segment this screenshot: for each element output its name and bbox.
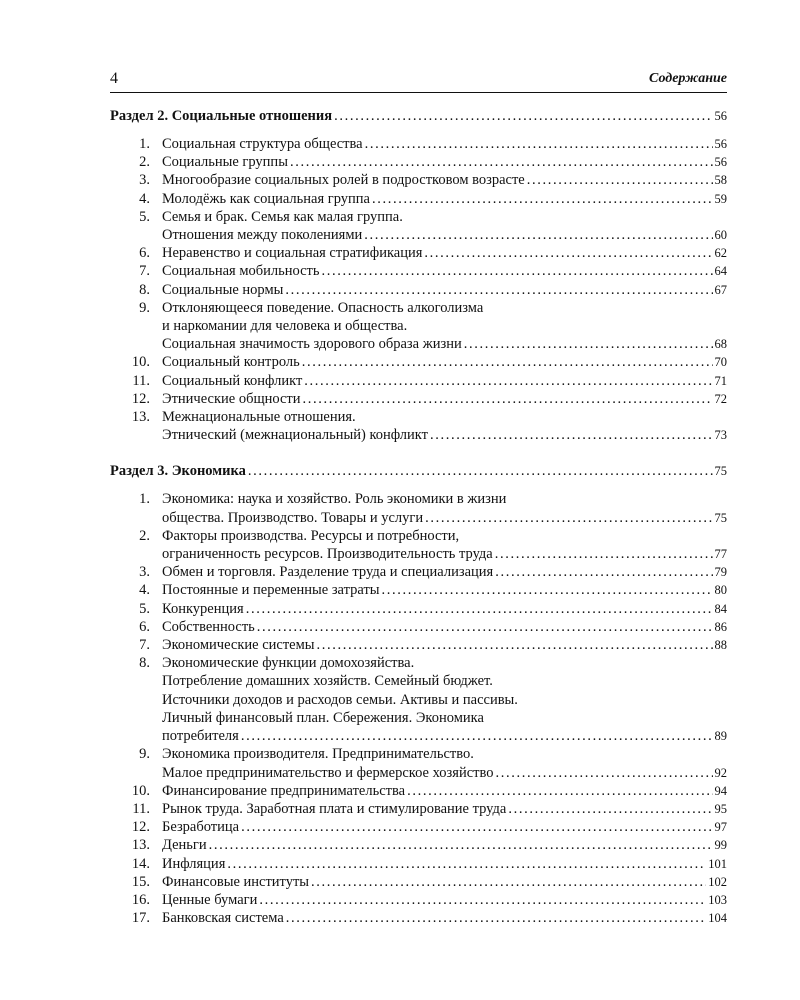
entry-number: 4.: [139, 190, 150, 207]
entry-page-number: 58: [714, 173, 727, 188]
toc-entry[interactable]: [110, 153, 727, 171]
entry-title-lastline: [162, 426, 727, 444]
entry-number: 16.: [131, 891, 150, 908]
entry-body: [162, 909, 727, 927]
entry-page-number: 99: [714, 838, 727, 853]
dot-leader: [495, 764, 712, 782]
entry-page-number: 89: [714, 729, 727, 744]
dot-leader: [464, 335, 713, 353]
entry-number: 6.: [139, 618, 150, 635]
entry-body: [162, 281, 727, 299]
entry-page-number: 95: [714, 801, 727, 816]
entry-page-number: 71: [714, 373, 727, 388]
running-title: Содержание: [649, 71, 727, 86]
toc-entry[interactable]: [110, 408, 727, 444]
entry-title-lastline: [162, 618, 727, 636]
entry-title-lastline: [162, 190, 727, 208]
dot-leader: [364, 226, 712, 244]
dot-leader: [241, 818, 712, 836]
dot-leader: [382, 581, 713, 599]
toc-entry[interactable]: [110, 563, 727, 581]
dot-leader: [259, 891, 706, 909]
entry-number: 8.: [139, 655, 150, 672]
entry-page-number: 84: [714, 601, 727, 616]
entry-body: [162, 636, 727, 654]
dot-leader: [425, 509, 712, 527]
dot-leader: [322, 262, 713, 280]
entry-title-line: Социальная структура общества: [162, 136, 363, 152]
entry-number: 3.: [139, 564, 150, 581]
entry-body: [162, 408, 727, 444]
entry-title-line: Этнический (межнациональный) конфликт: [162, 427, 428, 444]
section-heading[interactable]: [110, 107, 727, 126]
entry-page-number: 94: [714, 783, 727, 798]
entry-number: 5.: [139, 208, 150, 225]
entry-number: 4.: [139, 582, 150, 599]
entry-page-number: 104: [708, 911, 727, 926]
entry-body: [162, 208, 727, 244]
dot-leader: [311, 873, 706, 891]
page-number: 4: [110, 70, 118, 87]
toc-entry[interactable]: [110, 190, 727, 208]
entry-body: [162, 873, 727, 891]
toc-section: [110, 107, 727, 444]
toc-entry[interactable]: [110, 800, 727, 818]
entry-title-line: Потребление домашних хозяйств. Семейный бюджет.: [162, 673, 493, 690]
entry-page-number: 92: [714, 765, 727, 780]
entry-title-line: Молодёжь как социальная группа: [162, 190, 370, 207]
dot-leader: [495, 545, 713, 563]
entry-title-lastline: [162, 727, 727, 745]
section-heading[interactable]: [110, 462, 727, 481]
entry-title-line: общества. Производство. Товары и услуги: [162, 509, 424, 526]
entry-body: [162, 527, 727, 563]
entry-title-line: Экономические функции домохозяйства.: [162, 655, 415, 672]
entry-page-number: 75: [714, 510, 727, 525]
toc-entry[interactable]: [110, 855, 727, 873]
entry-title-lastline: [162, 818, 727, 836]
entry-number: 10.: [131, 782, 150, 799]
entry-title-lastline: [162, 563, 727, 581]
entry-page-number: 73: [714, 428, 727, 443]
entry-body: [162, 244, 727, 262]
toc-entry[interactable]: [110, 490, 727, 526]
entry-title-lastline: [162, 509, 727, 527]
section-title: Раздел 2. Социальные отношения: [110, 108, 333, 124]
dot-leader: [430, 426, 713, 444]
entry-title-line: Финансовые институты: [162, 873, 310, 890]
entry-page-number: 97: [714, 820, 727, 835]
entry-title-line: Источники доходов и расходов семьи. Активы и пассивы.: [162, 691, 518, 708]
toc-entry[interactable]: [110, 654, 727, 745]
entry-page-number: 77: [714, 547, 727, 562]
section-page-number: 75: [714, 464, 727, 479]
entry-title-line: Деньги: [162, 837, 207, 854]
toc-entry[interactable]: [110, 836, 727, 854]
entry-number: 7.: [139, 637, 150, 654]
entry-title-lastline: [162, 581, 727, 599]
entry-number: 14.: [131, 855, 150, 872]
entry-body: [162, 153, 727, 171]
dot-leader: [495, 563, 712, 581]
entry-number: 17.: [131, 910, 150, 927]
entry-body: [162, 800, 727, 818]
entry-number: 8.: [139, 281, 150, 298]
dot-leader: [248, 462, 713, 481]
entry-body: [162, 353, 727, 371]
entry-title-lastline: [162, 873, 727, 891]
entry-page-number: 62: [714, 246, 727, 261]
toc-entry[interactable]: [110, 244, 727, 262]
toc-entry[interactable]: [110, 208, 727, 244]
toc-entry[interactable]: [110, 262, 727, 280]
entry-page-number: 59: [714, 191, 727, 206]
entry-title-line: Отклоняющееся поведение. Опасность алкоголизма: [162, 299, 484, 316]
entry-page-number: 80: [714, 583, 727, 598]
entry-title-line: Ценные бумаги: [162, 891, 258, 908]
section-page-number: 56: [714, 109, 727, 123]
toc-entry[interactable]: [110, 581, 727, 599]
toc-entry[interactable]: [110, 891, 727, 909]
running-header: [110, 70, 727, 93]
toc-entry[interactable]: [110, 281, 727, 299]
entry-title-lastline: [162, 153, 727, 171]
toc-entry[interactable]: [110, 171, 727, 189]
entry-title-line: Обмен и торговля. Разделение труда и специализация: [162, 564, 494, 581]
dot-leader: [334, 107, 712, 126]
dot-leader: [302, 353, 713, 371]
entry-page-number: 70: [714, 355, 727, 370]
entry-title-lastline: [162, 600, 727, 618]
section-items: [110, 490, 727, 927]
entry-number: 12.: [131, 819, 150, 836]
entry-title-line: Социальные группы: [162, 154, 288, 171]
toc-entry[interactable]: [110, 299, 727, 354]
entry-title-line: Социальные нормы: [162, 281, 284, 298]
entry-title-line: Постоянные и переменные затраты: [162, 582, 380, 599]
table-of-contents: [110, 107, 727, 927]
entry-title-line: потребителя: [162, 728, 239, 745]
dot-leader: [508, 800, 712, 818]
entry-number: 1.: [139, 136, 150, 152]
dot-leader: [286, 909, 707, 927]
entry-body: [162, 490, 727, 526]
dot-leader: [407, 782, 712, 800]
entry-title-line: ограниченность ресурсов. Производительность труда: [162, 546, 493, 563]
dot-leader: [209, 836, 713, 854]
toc-entry[interactable]: [110, 135, 727, 153]
entry-number: 2.: [139, 527, 150, 544]
entry-number: 9.: [139, 299, 150, 316]
toc-entry[interactable]: [110, 372, 727, 390]
entry-page-number: 103: [708, 892, 727, 907]
entry-number: 7.: [139, 263, 150, 280]
entry-number: 6.: [139, 245, 150, 262]
dot-leader: [424, 244, 712, 262]
entry-page-number: 101: [708, 856, 727, 871]
entry-page-number: 68: [714, 337, 727, 352]
entry-body: [162, 299, 727, 354]
entry-title-lastline: [162, 764, 727, 782]
dot-leader: [241, 727, 713, 745]
toc-entry[interactable]: [110, 818, 727, 836]
entry-title-line: Малое предпринимательство и фермерское хозяйство: [162, 764, 494, 781]
entry-number: 1.: [139, 491, 150, 508]
entry-title-lastline: [162, 782, 727, 800]
toc-entry[interactable]: [110, 745, 727, 781]
dot-leader: [365, 135, 713, 153]
entry-title-line: Социальный контроль: [162, 354, 300, 371]
entry-title-line: Отношения между поколениями: [162, 227, 363, 244]
entry-title-lastline: [162, 335, 727, 353]
entry-body: [162, 563, 727, 581]
entry-number: 10.: [131, 354, 150, 371]
entry-number: 13.: [131, 409, 150, 426]
entry-title-line: Многообразие социальных ролей в подростковом возрасте: [162, 172, 525, 189]
entry-title-lastline: [162, 636, 727, 654]
entry-title-line: Семья и брак. Семья как малая группа.: [162, 208, 403, 225]
entry-body: [162, 600, 727, 618]
entry-title-lastline: [162, 135, 727, 153]
entry-body: [162, 782, 727, 800]
entry-title-line: Конкуренция: [162, 600, 244, 617]
toc-entry[interactable]: [110, 390, 727, 408]
entry-title-line: Собственность: [162, 618, 255, 635]
entry-number: 15.: [131, 873, 150, 890]
dot-leader: [303, 390, 713, 408]
entry-title-line: Финансирование предпринимательства: [162, 782, 406, 799]
entry-body: [162, 654, 727, 745]
entry-number: 11.: [132, 372, 150, 389]
dot-leader: [227, 855, 706, 873]
entry-page-number: 79: [714, 565, 727, 580]
entry-body: [162, 390, 727, 408]
entry-body: [162, 262, 727, 280]
entry-title-lastline: [162, 836, 727, 854]
entry-page-number: 102: [708, 874, 727, 889]
entry-title-lastline: [162, 353, 727, 371]
entry-title-line: Социальная значимость здорового образа жизни: [162, 336, 462, 353]
entry-page-number: 60: [714, 228, 727, 243]
dot-leader: [372, 190, 713, 208]
toc-entry[interactable]: [110, 600, 727, 618]
section-title: Раздел 3. Экономика: [110, 463, 246, 480]
dot-leader: [290, 153, 713, 171]
toc-entry[interactable]: [110, 527, 727, 563]
entry-number: 5.: [139, 600, 150, 617]
entry-page-number: 86: [714, 619, 727, 634]
entry-title-lastline: [162, 262, 727, 280]
entry-title-line: и наркомании для человека и общества.: [162, 318, 408, 335]
entry-title-line: Факторы производства. Ресурсы и потребности,: [162, 527, 460, 544]
entry-body: [162, 745, 727, 781]
entry-title-line: Социальный конфликт: [162, 372, 303, 389]
toc-entry[interactable]: [110, 873, 727, 891]
entry-title-lastline: [162, 855, 727, 873]
entry-body: [162, 891, 727, 909]
entry-page-number: 67: [714, 282, 727, 297]
entry-page-number: 72: [714, 391, 727, 406]
toc-section: [110, 462, 727, 927]
section-items: [110, 135, 727, 444]
entry-title-line: Безработица: [162, 819, 240, 836]
entry-title-lastline: [162, 171, 727, 189]
entry-title-lastline: [162, 800, 727, 818]
toc-entry[interactable]: [110, 909, 727, 927]
entry-number: 12.: [131, 390, 150, 407]
entry-page-number: 64: [714, 264, 727, 279]
entry-title-lastline: [162, 281, 727, 299]
entry-title-line: Социальная мобильность: [162, 263, 320, 280]
toc-entry[interactable]: [110, 782, 727, 800]
entry-title-lastline: [162, 244, 727, 262]
toc-entry[interactable]: [110, 618, 727, 636]
entry-body: [162, 618, 727, 636]
book-page: [110, 70, 727, 927]
entry-title-line: Экономика: наука и хозяйство. Роль экономики в жизни: [162, 491, 507, 508]
entry-title-line: Личный финансовый план. Сбережения. Экономика: [162, 709, 484, 726]
dot-leader: [527, 171, 713, 189]
dot-leader: [317, 636, 713, 654]
entry-body: [162, 135, 727, 153]
entry-title-lastline: [162, 226, 727, 244]
entry-title-line: Экономические системы: [162, 637, 315, 654]
dot-leader: [304, 372, 712, 390]
entry-number: 2.: [139, 154, 150, 171]
entry-title-lastline: [162, 390, 727, 408]
entry-body: [162, 836, 727, 854]
entry-title-line: Этнические общности: [162, 390, 301, 407]
entry-body: [162, 171, 727, 189]
entry-title-line: Неравенство и социальная стратификация: [162, 245, 423, 262]
entry-title-line: Банковская система: [162, 910, 284, 927]
entry-title-line: Межнациональные отношения.: [162, 409, 356, 426]
dot-leader: [285, 281, 712, 299]
dot-leader: [257, 618, 713, 636]
entry-body: [162, 190, 727, 208]
entry-title-lastline: [162, 909, 727, 927]
entry-body: [162, 372, 727, 390]
entry-title-line: Экономика производителя. Предпринимательство.: [162, 746, 474, 763]
entry-number: 11.: [132, 800, 150, 817]
dot-leader: [246, 600, 713, 618]
entry-title-line: Инфляция: [162, 855, 226, 872]
entry-body: [162, 581, 727, 599]
entry-title-line: Рынок труда. Заработная плата и стимулирование труда: [162, 800, 507, 817]
entry-number: 9.: [139, 746, 150, 763]
entry-body: [162, 855, 727, 873]
entry-title-lastline: [162, 545, 727, 563]
entry-body: [162, 818, 727, 836]
entry-page-number: 56: [714, 137, 727, 151]
entry-page-number: 56: [714, 155, 727, 170]
entry-number: 13.: [131, 837, 150, 854]
entry-page-number: 88: [714, 638, 727, 653]
toc-entry[interactable]: [110, 353, 727, 371]
entry-number: 3.: [139, 172, 150, 189]
toc-entry[interactable]: [110, 636, 727, 654]
entry-title-lastline: [162, 891, 727, 909]
entry-title-lastline: [162, 372, 727, 390]
